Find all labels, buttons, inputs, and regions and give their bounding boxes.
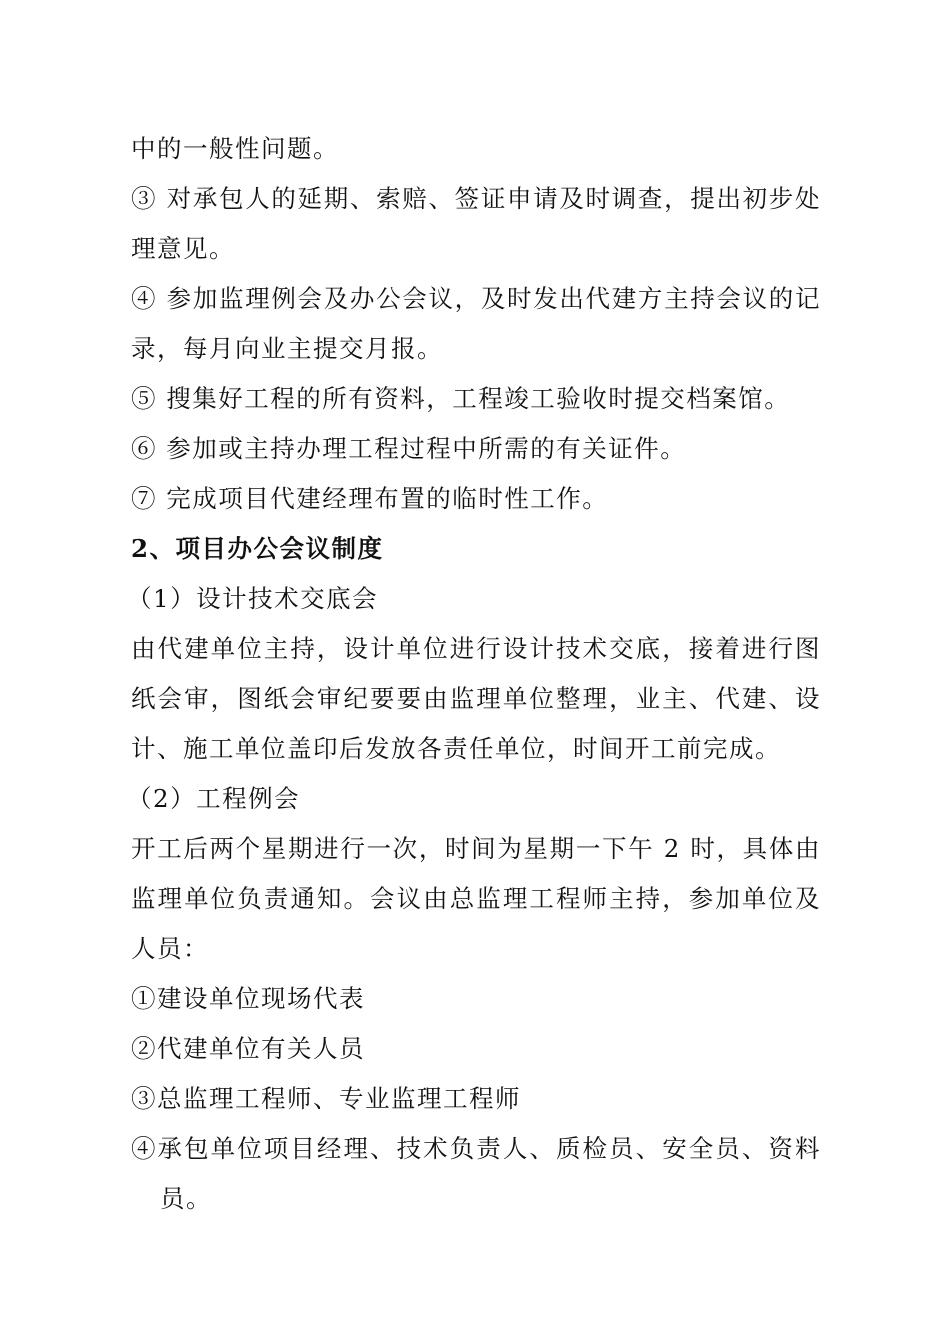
list-item-4-line-2: 录，每月向业主提交月报。 (131, 334, 443, 363)
attendee-item-4-line-2: 员。 (160, 1184, 212, 1213)
paragraph-line: 人员： (131, 934, 209, 963)
attendee-item-1: ①建设单位现场代表 (131, 984, 365, 1013)
list-item-3-line-1: ③ 对承包人的延期、索赔、签证申请及时调查，提出初步处 (131, 184, 821, 213)
paragraph-line: 监理单位负责通知。会议由总监理工程师主持，参加单位及 (131, 884, 821, 913)
paragraph-line: 纸会审，图纸会审纪要要由监理单位整理，业主、代建、设 (131, 684, 821, 713)
attendee-item-2: ②代建单位有关人员 (131, 1034, 365, 1063)
list-item-3-line-2: 理意见。 (131, 234, 235, 263)
paragraph-line: 计、施工单位盖印后发放各责任单位，时间开工前完成。 (131, 734, 781, 763)
attendee-item-4-line-1: ④承包单位项目经理、技术负责人、质检员、安全员、资料 (131, 1134, 821, 1163)
attendee-item-3: ③总监理工程师、专业监理工程师 (131, 1084, 521, 1113)
subsection-heading-2: （2）工程例会 (127, 784, 301, 813)
paragraph-line: 中的一般性问题。 (131, 134, 339, 163)
list-item-5: ⑤ 搜集好工程的所有资料，工程竣工验收时提交档案馆。 (131, 384, 791, 413)
paragraph-line: 开工后两个星期进行一次，时间为星期一下午 2 时，具体由 (131, 834, 821, 863)
list-item-6: ⑥ 参加或主持办理工程过程中所需的有关证件。 (131, 434, 687, 463)
list-item-7: ⑦ 完成项目代建经理布置的临时性工作。 (131, 484, 609, 513)
section-heading: 2、项目办公会议制度 (131, 534, 384, 563)
subsection-heading-1: （1）设计技术交底会 (127, 584, 379, 613)
paragraph-line: 由代建单位主持，设计单位进行设计技术交底，接着进行图 (131, 634, 821, 663)
list-item-4-line-1: ④ 参加监理例会及办公会议，及时发出代建方主持会议的记 (131, 284, 821, 313)
